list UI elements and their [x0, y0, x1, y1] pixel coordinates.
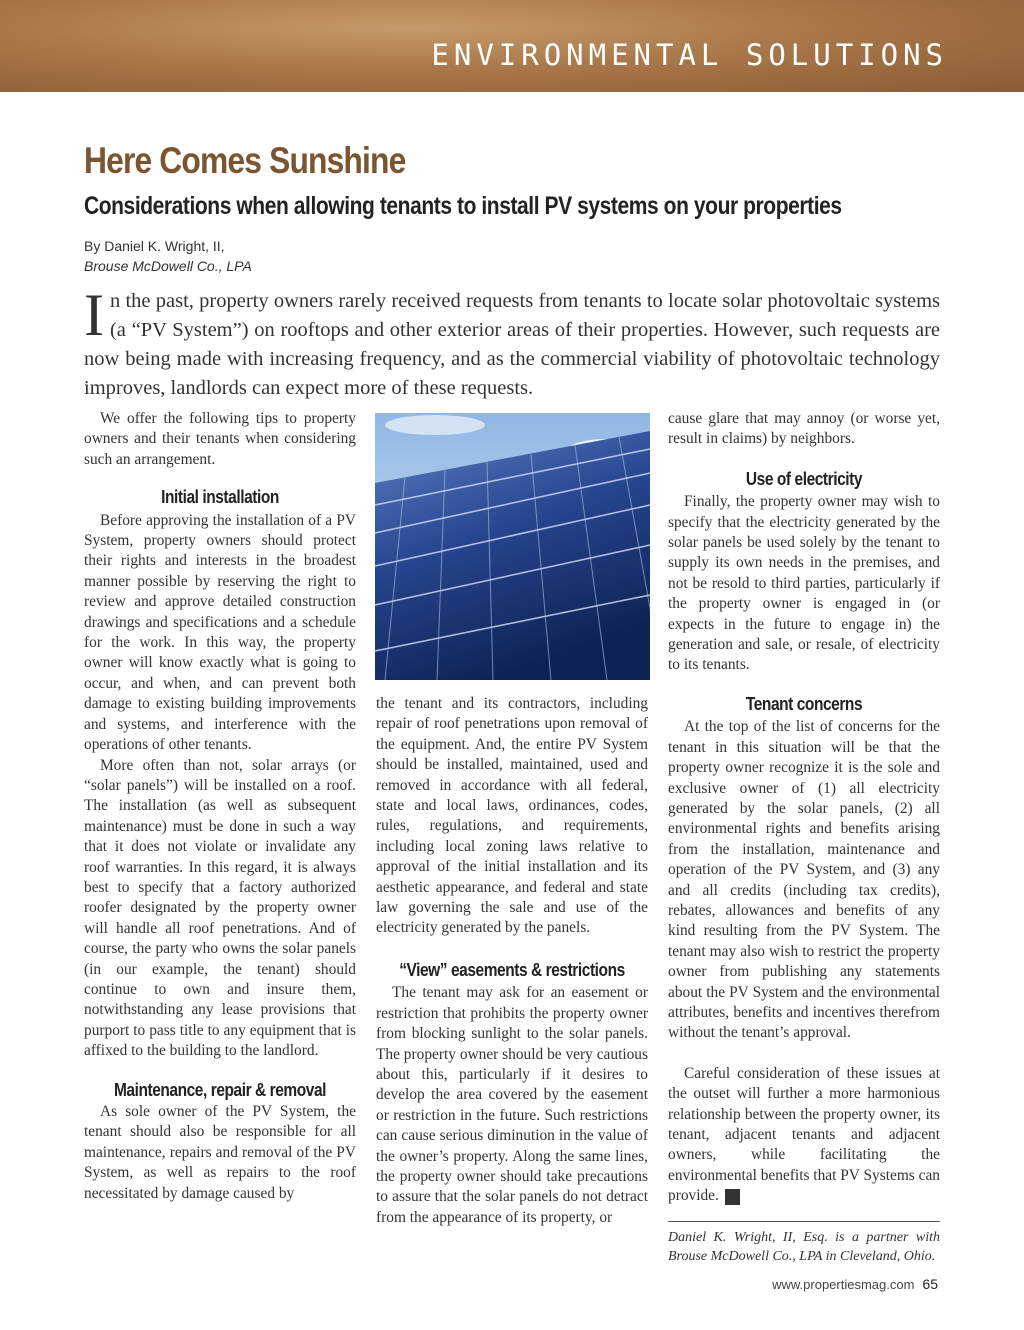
- article-title: Here Comes Sunshine: [84, 140, 406, 181]
- body-paragraph: the tenant and its contractors, including repair of roof penetrations upon removal of the equipment. And, the entire PV System should be installed, maintained, used and removed in accordance with all federal, state and local laws, ordinances, codes, rules, regulations, and requirements, including local zoning laws relative to approval of the initial installation and its aesthetic appearance, and federal and state law governing the sale and use of the electricity generated by the panels.: [376, 695, 648, 937]
- section-heading-initial-installation: Initial installation: [161, 487, 279, 508]
- drop-cap: I: [84, 282, 104, 348]
- section-heading-view-easements: “View” easements & restrictions: [399, 959, 625, 980]
- body-paragraph: We offer the following tips to property owners and their tenants when considering such an arrangement.: [84, 410, 356, 468]
- solar-panel-photo: [375, 413, 650, 680]
- closing-paragraph: [668, 1064, 940, 1207]
- author-firm: Brouse McDowell Co., LPA: [84, 258, 252, 274]
- body-paragraph: More often than not, solar arrays (or “solar panels”) will be installed on a roof. The installation (as well as subsequent maintenance) must be done in such a way that it does not violate or invalidate any roof warranties. In this regard, it is always best to specify that a factory authorized roofer designated by the property owner will handle all roof penetrations. And of course, the party who owns the solar panels (in our example, the tenant) should continue to own and insure them, notwithstanding any lease provisions that purport to pass title to any equipment that is affixed to the building to the landlord.: [84, 756, 356, 1060]
- body-paragraph: Finally, the property owner may wish to specify that the electricity generated by the solar panels be used solely by the tenant to supply its own needs in the premises, and not be resold to third parties, particularly if the property owner is engaged in (or expects in the future to engage in) the generation and sale, or resale, of electricity to its tenants.: [668, 493, 940, 674]
- body-paragraph: The tenant may ask for an easement or restriction that prohibits the property owner from blocking sunlight to the solar panels. The property owner should be very cautious about this, particularly if it desires to develop the area covered by the easement or restriction in the future. Such restrictions can cause serious diminution in the value of the owner’s property. Along the same lines, the property owner should take precautions to assure that the solar panels do not detract from the appearance of its property, or: [376, 984, 648, 1226]
- author-name: By Daniel K. Wright, II,: [84, 238, 225, 254]
- section-heading-use-of-electricity: Use of electricity: [745, 468, 863, 489]
- page-footer: [772, 1276, 938, 1292]
- author-bio: Daniel K. Wright, II, Esq. is a partner with Brouse McDowell Co., LPA in Cleveland, Ohio.: [668, 1221, 940, 1266]
- byline: [84, 236, 252, 276]
- column-1: [84, 409, 356, 1204]
- column-3: [668, 409, 940, 1266]
- solar-panel-image: [375, 413, 650, 680]
- section-label: ENVIRONMENTAL SOLUTIONS: [431, 38, 948, 72]
- section-heading-maintenance: Maintenance, repair & removal: [113, 1079, 327, 1100]
- end-mark-icon: P: [725, 1189, 740, 1205]
- footer-url: www.propertiesmag.com: [772, 1277, 915, 1292]
- closing-text: Careful consideration of these issues at the outset will further a more harmonious relationship between the property owner, its tenant, adjacent tenants and adjacent owners, while facilitating the environmental benefits that PV Systems can provide.: [668, 1064, 940, 1205]
- column-2: [376, 694, 648, 1228]
- article-subtitle: Considerations when allowing tenants to install PV systems on your properties: [84, 192, 842, 220]
- section-heading-tenant-concerns: Tenant concerns: [745, 693, 863, 714]
- page-number: 65: [922, 1276, 938, 1292]
- body-paragraph: As sole owner of the PV System, the tenant should also be responsible for all maintenance, repairs and removal of the PV System, as well as repairs to the roof necessitated by damage caused by: [84, 1103, 356, 1202]
- intro-paragraph: [84, 282, 940, 403]
- intro-text: n the past, property owners rarely received requests from tenants to locate solar photovoltaic systems (a “PV System”) on rooftops and other exterior areas of their properties. However, such requests are now being made with increasing frequency, and as the commercial viability of photovoltaic technology improves, landlords can expect more of these requests.: [84, 290, 940, 399]
- body-paragraph: Before approving the installation of a PV System, property owners should protect their rights and interests in the broadest manner possible by reserving the right to review and approve detailed construction drawings and specifications and a schedule for the work. In this way, the property owner will know exactly what is going to occur, and when, and can prevent both damage to existing building improvements and systems, and interference with the operations of other tenants.: [84, 511, 356, 754]
- body-paragraph: cause glare that may annoy (or worse yet, result in claims) by neighbors.: [668, 410, 940, 448]
- body-paragraph: At the top of the list of concerns for the tenant in this situation will be that the property owner recognize it is the sole and exclusive owner of (1) all electricity generated by the solar panels, (2) all environmental rights and benefits arising from the installation, maintenance and operation of the PV System, and (3) any and all credits (including tax credits), rebates, allowances and benefits of any kind resulting from the PV System. The tenant may also wish to restrict the property owner from publishing any statements about the PV System and the environmental attributes, benefits and incentives therefrom without the tenant’s approval.: [668, 718, 940, 1042]
- section-banner: [0, 0, 1024, 92]
